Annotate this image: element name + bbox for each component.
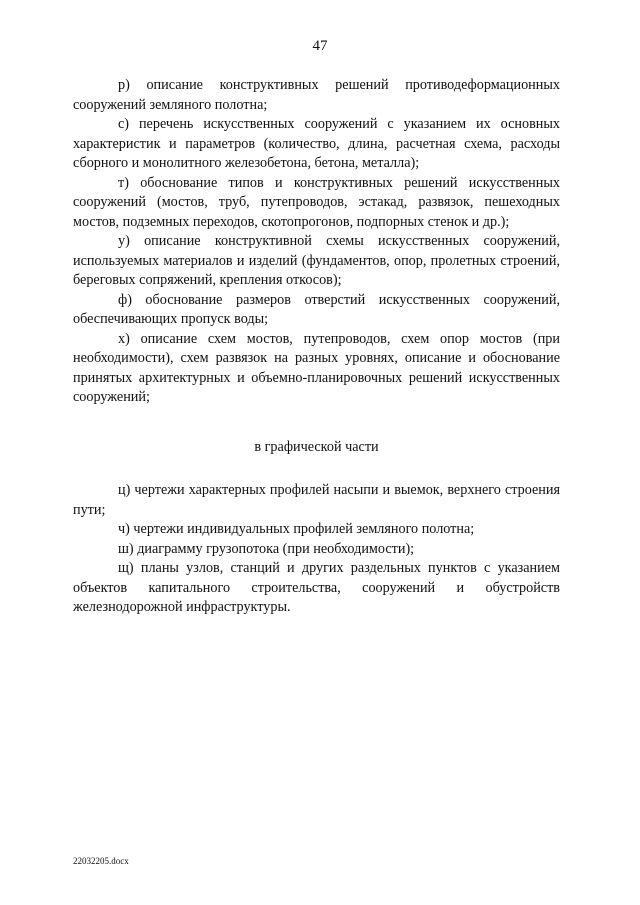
list-item-kh: х) описание схем мостов, путепроводов, схем опор мостов (при необходимости), схем развязок на разных уровнях, описание и обоснование принятых архитектурных и объемно-планировочных решений искусственных сооружений; [73, 330, 560, 405]
list-item-r: р) описание конструктивных решений противодеформационных сооружений земляного полотна; [73, 77, 560, 113]
list-item-s: с) перечень искусственных сооружений с указанием их основных характеристик и параметров (количество, длина, расчетная схема, расходы сборного и монолитного железобетона, бетона, металла); [73, 116, 560, 171]
document-body [73, 76, 560, 618]
list-item-u: у) описание конструктивной схемы искусственных сооружений, используемых материалов и изделий (фундаментов, опор, пролетных строений, береговых сопряжений, крепления откосов); [73, 233, 560, 288]
list-item-shch: щ) планы узлов, станций и других раздельных пунктов с указанием объектов капитального строительства, сооружений и обустройств железнодорожной инфраструктуры. [73, 560, 560, 615]
list-item-t: т) обоснование типов и конструктивных решений искусственных сооружений (мостов, труб, путепроводов, эстакад, развязок, пешеходных мостов, подземных переходов, скотопрогонов, подпорных стенок и др.); [73, 174, 560, 230]
list-item-ts: ц) чертежи характерных профилей насыпи и выемок, верхнего строения пути; [73, 482, 560, 518]
footer-filename: 22032205.docx [73, 856, 129, 866]
list-item-ch: ч) чертежи индивидуальных профилей земляного полотна; [118, 521, 475, 537]
list-item-sh: ш) диаграмму грузопотока (при необходимости); [118, 540, 415, 557]
page-number: 47 [312, 38, 328, 54]
list-item-f: ф) обоснование размеров отверстий искусственных сооружений, обеспечивающих пропуск воды; [73, 291, 560, 327]
section-heading: в графической части [254, 438, 379, 455]
